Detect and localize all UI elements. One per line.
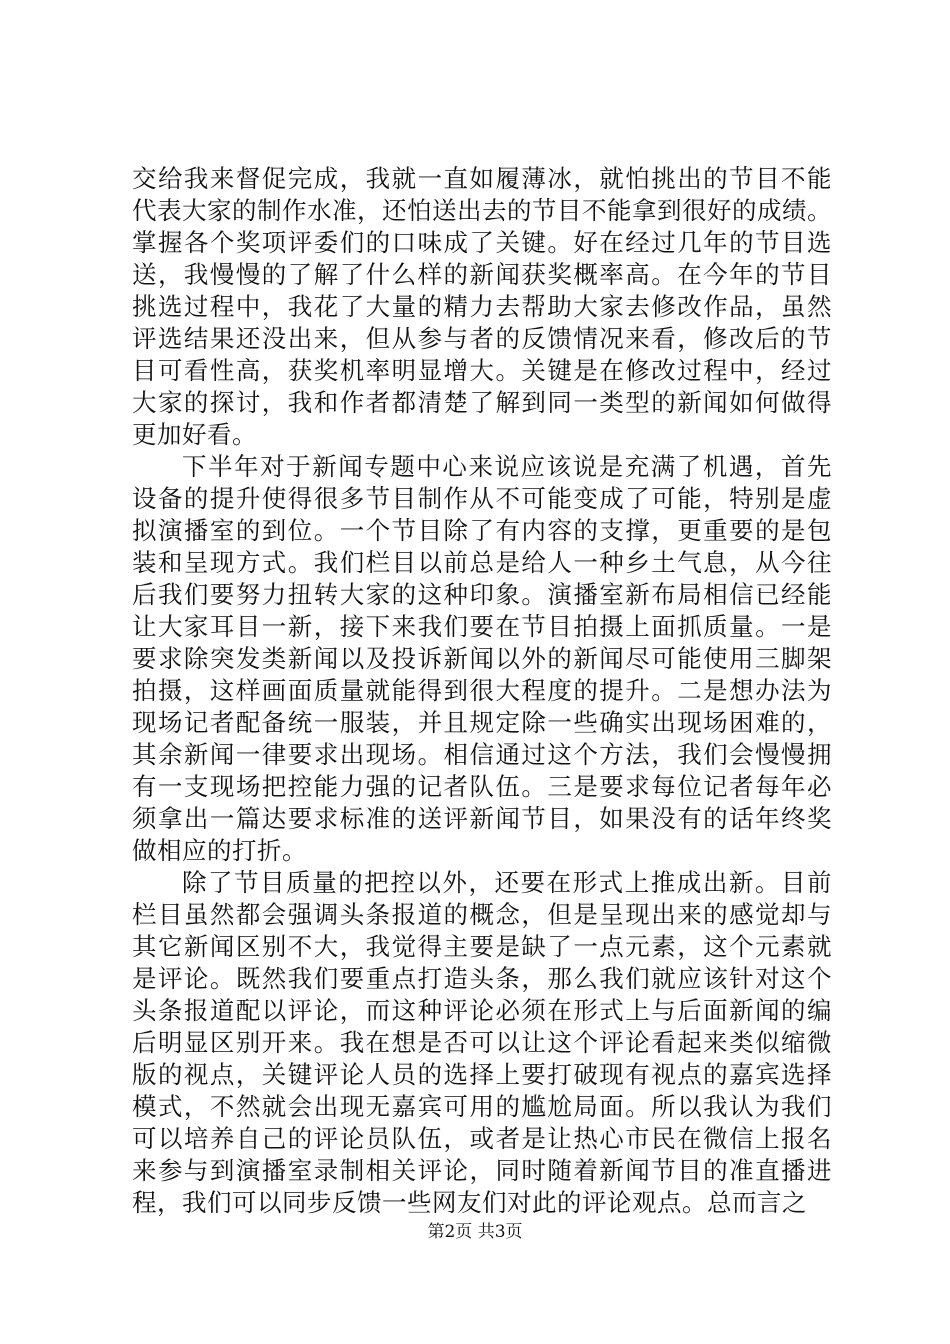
text-line: 除了节目质量的把控以外，还要在形式上推成出新。目前 bbox=[182, 868, 832, 897]
text-line: 头条报道配以评论，而这种评论必须在形式上与后面新闻的编 bbox=[132, 996, 832, 1025]
text-line: 是评论。既然我们要重点打造头条，那么我们就应该针对这个 bbox=[132, 964, 832, 993]
text-line: 交给我来督促完成，我就一直如履薄冰，就怕挑出的节目不能 bbox=[132, 164, 832, 193]
text-line: 下半年对于新闻专题中心来说应该说是充满了机遇，首先 bbox=[182, 452, 832, 481]
text-line: 要求除突发类新闻以及投诉新闻以外的新闻尽可能使用三脚架 bbox=[132, 644, 832, 673]
text-line: 其它新闻区别不大，我觉得主要是缺了一点元素，这个元素就 bbox=[132, 932, 832, 961]
text-line: 有一支现场把控能力强的记者队伍。三是要求每位记者每年必 bbox=[132, 772, 832, 801]
text-line: 大家的探讨，我和作者都清楚了解到同一类型的新闻如何做得 bbox=[132, 388, 832, 417]
text-line: 设备的提升使得很多节目制作从不可能变成了可能，特别是虚 bbox=[132, 484, 832, 513]
page-footer: 第2页 共3页 bbox=[427, 1222, 523, 1242]
text-line: 可以培养自己的评论员队伍，或者是让热心市民在微信上报名 bbox=[132, 1124, 832, 1153]
text-line: 后我们要努力扭转大家的这种印象。演播室新布局相信已经能 bbox=[132, 580, 832, 609]
text-line: 代表大家的制作水准，还怕送出去的节目不能拿到很好的成绩。 bbox=[132, 196, 832, 225]
text-line: 版的视点，关键评论人员的选择上要打破现有视点的嘉宾选择 bbox=[132, 1060, 832, 1089]
text-line: 来参与到演播室录制相关评论，同时随着新闻节目的准直播进 bbox=[132, 1156, 832, 1185]
text-line: 程，我们可以同步反馈一些网友们对此的评论观点。总而言之 bbox=[132, 1188, 807, 1217]
text-line: 须拿出一篇达要求标准的送评新闻节目，如果没有的话年终奖 bbox=[132, 804, 832, 833]
text-line: 掌握各个奖项评委们的口味成了关键。好在经过几年的节目选 bbox=[132, 228, 832, 257]
paragraph bbox=[132, 451, 832, 867]
text-line: 装和呈现方式。我们栏目以前总是给人一种乡土气息，从今往 bbox=[132, 548, 832, 577]
text-line: 评选结果还没出来，但从参与者的反馈情况来看，修改后的节 bbox=[132, 324, 832, 353]
text-line: 栏目虽然都会强调头条报道的概念，但是呈现出来的感觉却与 bbox=[132, 900, 832, 929]
document-body bbox=[132, 163, 832, 1219]
text-line: 让大家耳目一新，接下来我们要在节目拍摄上面抓质量。一是 bbox=[132, 612, 832, 641]
text-line: 更加好看。 bbox=[132, 420, 257, 449]
text-line: 现场记者配备统一服装，并且规定除一些确实出现场困难的， bbox=[132, 708, 832, 737]
text-line: 目可看性高，获奖机率明显增大。关键是在修改过程中，经过 bbox=[132, 356, 832, 385]
text-line: 挑选过程中，我花了大量的精力去帮助大家去修改作品，虽然 bbox=[132, 292, 832, 321]
text-line: 做相应的打折。 bbox=[132, 836, 307, 865]
text-line: 送，我慢慢的了解了什么样的新闻获奖概率高。在今年的节目 bbox=[132, 260, 832, 289]
text-line: 模式，不然就会出现无嘉宾可用的尴尬局面。所以我认为我们 bbox=[132, 1092, 832, 1121]
text-line: 拍摄，这样画面质量就能得到很大程度的提升。二是想办法为 bbox=[132, 676, 832, 705]
text-line: 拟演播室的到位。一个节目除了有内容的支撑，更重要的是包 bbox=[132, 516, 832, 545]
text-line: 其余新闻一律要求出现场。相信通过这个方法，我们会慢慢拥 bbox=[132, 740, 832, 769]
paragraph bbox=[132, 867, 832, 1219]
paragraph bbox=[132, 163, 832, 451]
text-line: 后明显区别开来。我在想是否可以让这个评论看起来类似缩微 bbox=[132, 1028, 832, 1057]
